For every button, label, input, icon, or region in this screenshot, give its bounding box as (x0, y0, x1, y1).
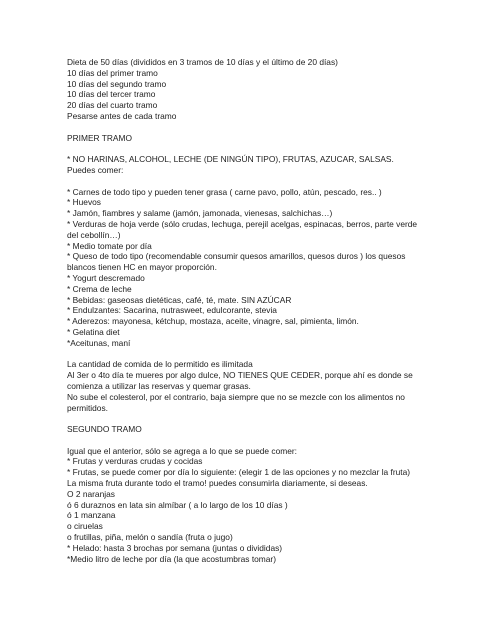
tramo2-line: * Helado: hasta 3 brochas por semana (juntas o divididas) (67, 542, 283, 553)
spacer (67, 349, 427, 360)
list-item: * Crema de leche (67, 283, 132, 294)
list-item: * Queso de todo tipo (recomendable consumir quesos amarillos, quesos duros ) los quesos blancos tienen HC en mayor proporción. (67, 251, 406, 273)
tramo2-line: * Frutas y verduras crudas y cocidas (67, 456, 203, 467)
intro-line: Dieta de 50 días (divididos en 3 tramos de 10 días y el último de 20 días) (67, 57, 338, 67)
allowed-heading: Puedes comer: (67, 164, 124, 175)
note-line: No sube el colesterol, por el contrario, baja siempre que no se mezcle con los alimentos no permitidos. (67, 391, 405, 413)
prohibited-foods: * NO HARINAS, ALCOHOL, LECHE (DE NINGÚN TIPO), FRUTAS, AZUCAR, SALSAS. (67, 154, 394, 165)
tramo2-line: La misma fruta durante todo el tramo! puedes consumirla diariamente, si deseas. (67, 478, 368, 489)
document-body (67, 57, 427, 564)
intro-line: 10 días del primer tramo (67, 67, 158, 78)
spacer (67, 143, 427, 154)
note-line: La cantidad de comida de lo permitido es ilimitada (67, 359, 253, 370)
allowed-foods-list (67, 187, 427, 349)
intro-line: Pesarse antes de cada tramo (67, 110, 177, 121)
section-heading-primer-tramo: PRIMER TRAMO (67, 132, 132, 143)
list-item: *Aceitunas, maní (67, 337, 131, 348)
spacer (67, 176, 427, 187)
list-item: * Carnes de todo tipo y pueden tener grasa ( carne pavo, pollo, atún, pescado, res.. ) (67, 186, 382, 197)
section-heading-segundo-tramo: SEGUNDO TRAMO (67, 424, 142, 435)
tramo2-line: Igual que el anterior, sólo se agrega a lo que se puede comer: (67, 445, 298, 456)
tramo2-line: o ciruelas (67, 521, 103, 532)
list-item: * Verduras de hoja verde (sólo crudas, lechuga, perejil acelgas, espinacas, berros, parte verde del cebollín…) (67, 218, 418, 240)
intro-line: 10 días del tercer tramo (67, 89, 156, 100)
tramo2-line: ó 1 manzana (67, 510, 116, 521)
notes-section (67, 359, 427, 413)
list-item: * Bebidas: gaseosas dietéticas, café, té, mate. SIN AZÚCAR (67, 294, 292, 305)
tramo2-line: ó 6 duraznos en lata sin almíbar ( a lo largo de los 10 días ) (67, 499, 288, 510)
intro-line: 20 días del cuarto tramo (67, 100, 158, 111)
tramo2-line: *Medio litro de leche por día (la que acostumbras tomar) (67, 553, 277, 564)
list-item: * Medio tomate por día (67, 240, 152, 251)
note-line: Al 3er o 4to día te mueres por algo dulce, NO TIENES QUE CEDER, porque ahí es donde se comienza a utilizar las reservas y quemar grasas. (67, 370, 413, 391)
segundo-tramo-section (67, 446, 427, 565)
list-item: * Huevos (67, 197, 101, 208)
spacer (67, 122, 427, 133)
spacer (67, 435, 427, 446)
tramo2-line: O 2 naranjas (67, 488, 115, 499)
list-item: * Gelatina diet (67, 326, 120, 337)
intro-section (67, 57, 427, 122)
intro-line: 10 días del segundo tramo (67, 78, 167, 89)
list-item: * Jamón, fiambres y salame (jamón, jamonada, vienesas, salchichas…) (67, 208, 333, 219)
tramo2-line: o frutillas, piña, melón o sandía (fruta o jugo) (67, 532, 233, 543)
spacer (67, 413, 427, 424)
tramo2-line: * Frutas, se puede comer por día lo siguiente: (elegir 1 de las opciones y no mezclar la fruta) (67, 467, 411, 478)
list-item: * Yogurt descremado (67, 272, 145, 283)
list-item: * Endulzantes: Sacarina, nutrasweet, edulcorante, stevia (67, 305, 277, 316)
list-item: * Aderezos: mayonesa, kétchup, mostaza, aceite, vinagre, sal, pimienta, limón. (67, 316, 359, 327)
